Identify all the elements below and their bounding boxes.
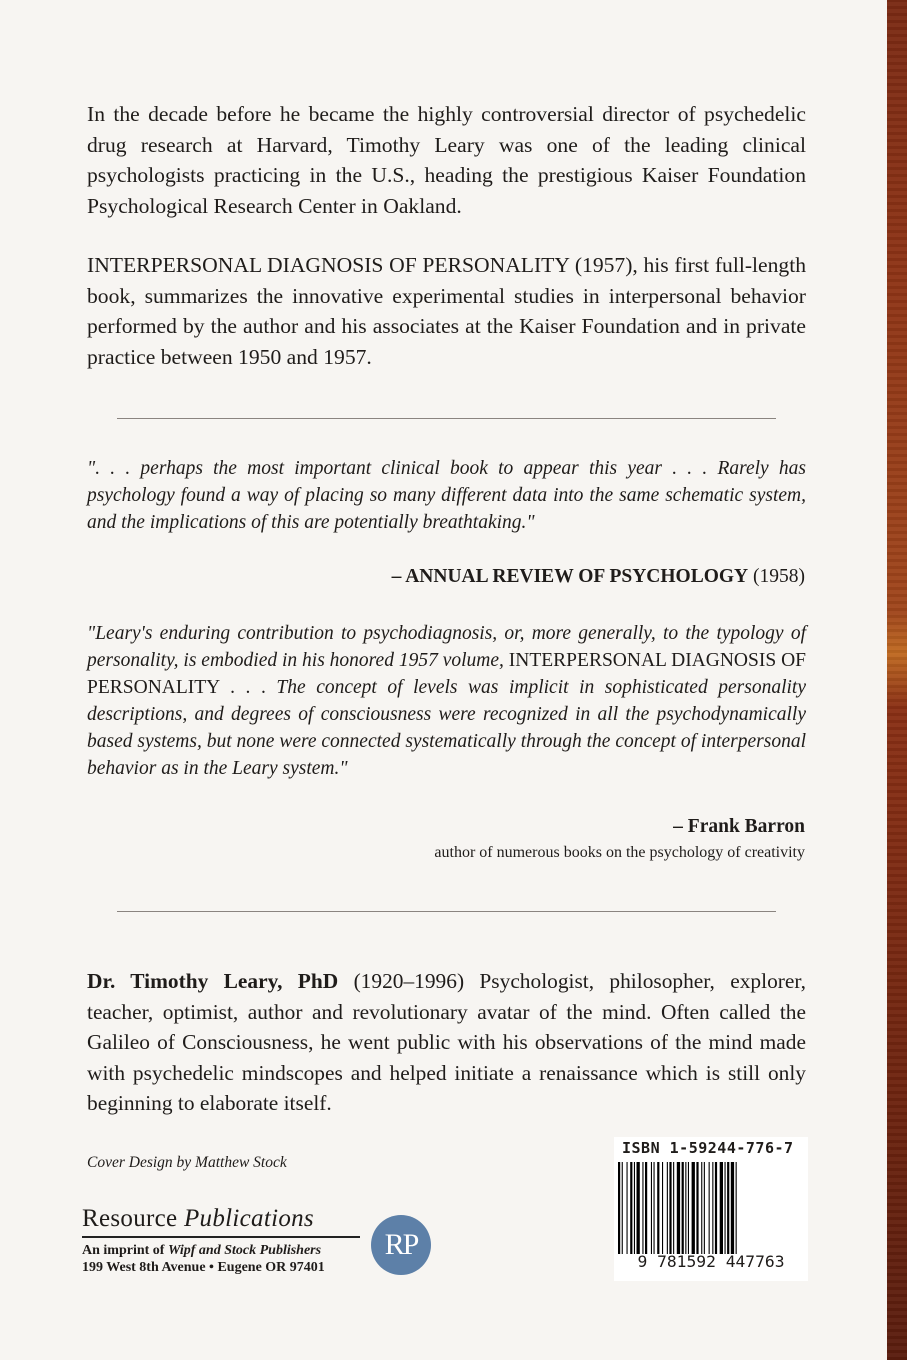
barcode-bar bbox=[669, 1162, 671, 1254]
review-quote-2-source bbox=[673, 814, 805, 840]
intro-paragraph-2: INTERPERSONAL DIAGNOSIS OF PERSONALITY (1957), his first full-length book, summarizes the innovative experimental studies in interpersonal behavior performed by the author and his associates at the Kaiser Foundation and in private practice between 1950 and 1957. bbox=[87, 253, 806, 369]
intro-paragraph-1: In the decade before he became the highly controversial director of psychedelic drug research at Harvard, Timothy Leary was one of the leading clinical psychologists practicing in the U.S., heading the prestigious Kaiser Foundation Psychological Research Center in Oakland. bbox=[87, 102, 806, 218]
source-name: – Frank Barron bbox=[673, 816, 805, 837]
divider-bottom bbox=[117, 911, 776, 912]
barcode-bar bbox=[712, 1162, 713, 1254]
source-name: – ANNUAL REVIEW OF PSYCHOLOGY bbox=[391, 566, 749, 587]
barcode-bar bbox=[692, 1162, 695, 1254]
quote-2-book-title: INTERPERSONAL DIAGNOSIS OF PERSONALITY . . . bbox=[87, 650, 807, 698]
review-quote-2 bbox=[87, 620, 806, 782]
review-quote-1-source bbox=[392, 564, 805, 590]
barcode-bar bbox=[731, 1162, 734, 1254]
barcode-bar bbox=[677, 1162, 680, 1254]
author-bio bbox=[87, 966, 806, 1119]
review-quote-2-source-desc: author of numerous books on the psychology of creativity bbox=[434, 844, 805, 861]
publisher-rule bbox=[82, 1236, 360, 1238]
publisher-block bbox=[82, 1205, 382, 1276]
barcode-panel bbox=[614, 1137, 808, 1281]
source-year: (1958) bbox=[753, 566, 805, 587]
barcode-bar bbox=[642, 1162, 643, 1254]
publisher-logo: RP bbox=[371, 1215, 431, 1275]
barcode-bar bbox=[727, 1162, 729, 1254]
barcode-bar bbox=[709, 1162, 710, 1254]
barcode-bar bbox=[651, 1162, 652, 1254]
barcode-bar bbox=[645, 1162, 647, 1254]
publisher-address: 199 West 8th Avenue • Eugene OR 97401 bbox=[82, 1260, 325, 1275]
barcode-digits: 9 781592 447763 bbox=[637, 1252, 785, 1271]
barcode-bar bbox=[667, 1162, 668, 1254]
barcode-bar bbox=[704, 1162, 705, 1254]
publisher-name bbox=[82, 1205, 382, 1233]
publisher-name-regular: Resource bbox=[82, 1205, 178, 1232]
publisher-name-italic: Publications bbox=[183, 1205, 314, 1232]
barcode-bar bbox=[622, 1162, 623, 1254]
imprint-prefix: An imprint of bbox=[82, 1243, 165, 1258]
divider-top bbox=[117, 418, 776, 419]
quote-2-part-b: The concept of levels was implicit in sophisticated personality descriptions, and degrees of consciousness were recognized in all the psychodynamically based systems, but none were connected systematically through the concept of interpersonal behavior as in the Leary system." bbox=[87, 677, 807, 779]
barcode-bar bbox=[696, 1162, 698, 1254]
review-quote-1: ". . . perhaps the most important clinical book to appear this year . . . Rarely has psychology found a way of placing so many different data into the same schematic system, and the implications of this are potentially breathtaking." bbox=[87, 458, 806, 533]
quote-2-part-a: "Leary's enduring contribution to psychodiagnosis, or, more generally, to the typology of personality, is embodied in his honored 1957 volume, bbox=[87, 623, 806, 671]
barcode-bar bbox=[654, 1162, 655, 1254]
barcode-bar bbox=[634, 1162, 635, 1254]
barcode-bar bbox=[637, 1162, 640, 1254]
barcode-bar bbox=[673, 1162, 674, 1254]
publisher-imprint bbox=[82, 1242, 382, 1259]
barcode-bar bbox=[627, 1162, 628, 1254]
barcode-bar bbox=[715, 1162, 717, 1254]
barcode-bar bbox=[657, 1162, 659, 1254]
cover-credit: Cover Design by Matthew Stock bbox=[87, 1154, 287, 1171]
imprint-name: Wipf and Stock Publishers bbox=[167, 1243, 322, 1258]
barcode-bar bbox=[720, 1162, 723, 1254]
barcode-bar bbox=[736, 1162, 737, 1254]
barcode-bar bbox=[685, 1162, 686, 1254]
barcode-bar bbox=[701, 1162, 702, 1254]
barcode-bar bbox=[682, 1162, 684, 1254]
barcode-bar bbox=[618, 1162, 620, 1254]
isbn-label: ISBN 1-59244-776-7 bbox=[622, 1139, 794, 1157]
spine-edge bbox=[887, 0, 907, 1360]
barcode-bar bbox=[688, 1162, 689, 1254]
author-bio-text: (1920–1996) Psychologist, philosopher, explorer, teacher, optimist, author and revolutionary avatar of the mind. Often called the Galileo of Consciousness, he went public with his observations of the mind made with psychedelic mindscopes and helped initiate a renaissance which is still only beginning to elaborate itself. bbox=[87, 969, 806, 1115]
barcode-bars bbox=[617, 1162, 805, 1254]
barcode-bar bbox=[725, 1162, 726, 1254]
author-name: Dr. Timothy Leary, PhD bbox=[87, 969, 339, 993]
barcode-bar bbox=[662, 1162, 663, 1254]
barcode-bar bbox=[630, 1162, 632, 1254]
